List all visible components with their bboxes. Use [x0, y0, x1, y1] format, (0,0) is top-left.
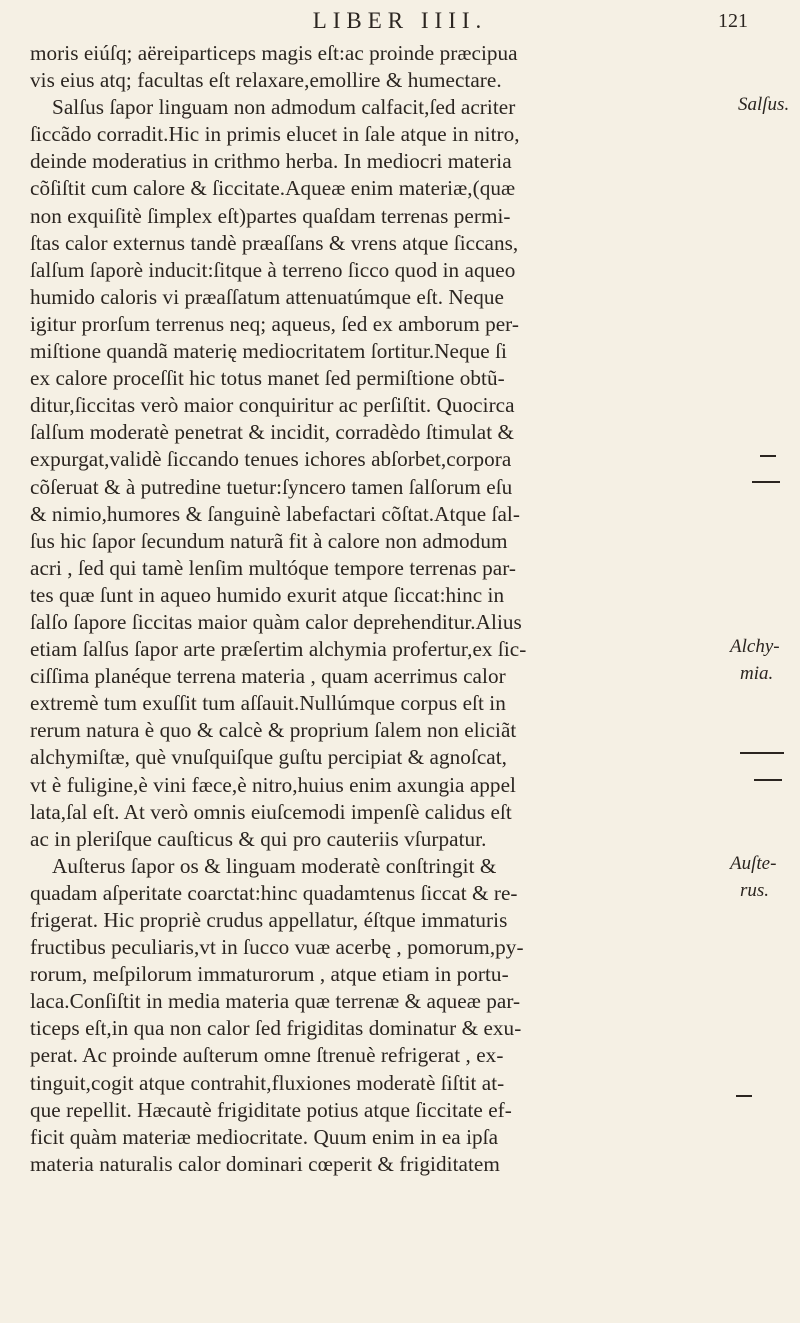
margin-rule — [754, 779, 782, 781]
margin-note-alchymia-cont: mia. — [740, 663, 774, 684]
text-line: alchymiſtæ, què vnuſquiſque guſtu percipiat & agnoſcat, — [30, 745, 508, 770]
text-line: vis eius atq; facultas eſt relaxare,emollire & humectare. — [30, 68, 502, 93]
text-line: rorum, meſpilorum immaturorum , atque etiam in portu- — [30, 962, 509, 987]
text-line: tes quæ ſunt in aqueo humido exurit atque ſiccat:hinc in — [30, 582, 505, 607]
text-line: deinde moderatius in crithmo herba. In mediocri materia — [30, 149, 512, 174]
text-line: ditur,ſiccitas verò maior conquiritur ac perſiſtit. Quocirca — [30, 393, 515, 418]
text-line: ſalſum ſaporè inducit:ſitque à terreno ſicco quod in aqueo — [30, 257, 516, 282]
margin-note-austerus: Auſte- — [730, 853, 777, 874]
text-line: ciſſima planéque terrena materia , quam acerrimus calor — [30, 664, 506, 689]
text-line: que repellit. Hæcautè frigiditate potius atque ſiccitate ef- — [30, 1097, 512, 1122]
running-title: LIBER IIII. — [312, 8, 488, 33]
text-line: humido caloris vi præaſſatum attenuatúmque eſt. Neque — [30, 284, 504, 309]
text-line: ac in pleriſque cauſticus & qui pro cauteriis vſurpatur. — [30, 826, 487, 851]
page-number: 121 — [718, 10, 748, 32]
text-line: ſalſum moderatè penetrat & incidit, corradèdo ſtimulat & — [30, 420, 515, 445]
text-line: ex calore proceſſit hic totus manet ſed permiſtione obtũ- — [30, 366, 505, 391]
text-line: cõſiſtit cum calore & ſiccitate.Aqueæ enim materiæ,(quæ — [30, 176, 516, 201]
text-line: materia naturalis calor dominari cœperit & frigiditatem — [30, 1151, 500, 1176]
text-line: fructibus peculiaris,vt in ſucco vuæ acerbę , pomorum,py- — [30, 935, 524, 960]
text-line: ſtas calor externus tandè præaſſans & vrens atque ſiccans, — [30, 230, 519, 255]
body-text — [30, 40, 730, 1178]
text-line: Salſus ſapor linguam non admodum calfacit,ſed acriter — [52, 95, 516, 120]
margin-rule — [760, 455, 776, 457]
margin-note-alchymia: Alchy- — [730, 636, 780, 657]
margin-note-austerus-cont: rus. — [740, 880, 770, 901]
text-line: ticeps eſt,in qua non calor ſed frigiditas dominatur & exu- — [30, 1016, 522, 1041]
text-line: rerum natura è quo & calcè & proprium ſalem non eliciãt — [30, 718, 517, 743]
running-head — [0, 8, 800, 38]
text-line: Auſterus ſapor os & linguam moderatè conſtringit & — [52, 853, 497, 878]
margin-rule — [752, 481, 780, 483]
text-line: ficit quàm materiæ mediocritate. Quum enim in ea ipſa — [30, 1124, 499, 1149]
text-line: tinguit,cogit atque contrahit,fluxiones moderatè ſiſtit at- — [30, 1070, 505, 1095]
text-line: quadam aſperitate coarctat:hinc quadamtenus ſiccat & re- — [30, 880, 518, 905]
margin-note-salsus: Salſus. — [738, 94, 790, 115]
text-line: lata,ſal eſt. At verò omnis eiuſcemodi impenſè calidus eſt — [30, 799, 512, 824]
text-line: cõſeruat & à putredine tuetur:ſyncero tamen ſalſorum eſu — [30, 474, 513, 499]
text-line: ſus hic ſapor ſecundum naturã fit à calore non admodum — [30, 528, 508, 553]
text-line: acri , ſed qui tamè lenſim multóque tempore terrenas par- — [30, 555, 517, 580]
text-line: frigerat. Hic propriè crudus appellatur, éſtque immaturis — [30, 908, 508, 932]
text-line: igitur prorſum terrenus neq; aqueus, ſed ex amborum per- — [30, 311, 519, 336]
text-line: & nimio,humores & ſanguinè labefactari cõſtat.Atque ſal- — [30, 501, 520, 526]
margin-rule — [740, 752, 784, 754]
text-line: expurgat,validè ſiccando tenues ichores abſorbet,corpora — [30, 447, 512, 472]
text-line: ſalſo ſapore ſiccitas maior quàm calor deprehenditur.Alius — [30, 609, 522, 634]
text-line: extremè tum exuſſit tum aſſauit.Nullúmque corpus eſt in — [30, 691, 506, 716]
text-line: laca.Conſiſtit in media materia quæ terrenæ & aqueæ par- — [30, 989, 521, 1014]
margin-rule — [736, 1095, 752, 1097]
text-line: miſtione quandã materię mediocritatem ſortitur.Neque ſi — [30, 339, 507, 364]
text-line: etiam ſalſus ſapor arte præſertim alchymia profertur,ex ſic- — [30, 637, 527, 662]
text-line: vt è fuligine,è vini fæce,è nitro,huius enim axungia appel — [30, 772, 516, 797]
text-line: perat. Ac proinde auſterum omne ſtrenuè refrigerat , ex- — [30, 1043, 504, 1068]
text-line: non exquiſitè ſimplex eſt)partes quaſdam terrenas permi- — [30, 203, 511, 228]
text-line: moris eiúſq; aëreiparticeps magis eſt:ac proinde præcipua — [30, 41, 518, 65]
text-line: ſiccãdo corradit.Hic in primis elucet in ſale atque in nitro, — [30, 122, 520, 147]
